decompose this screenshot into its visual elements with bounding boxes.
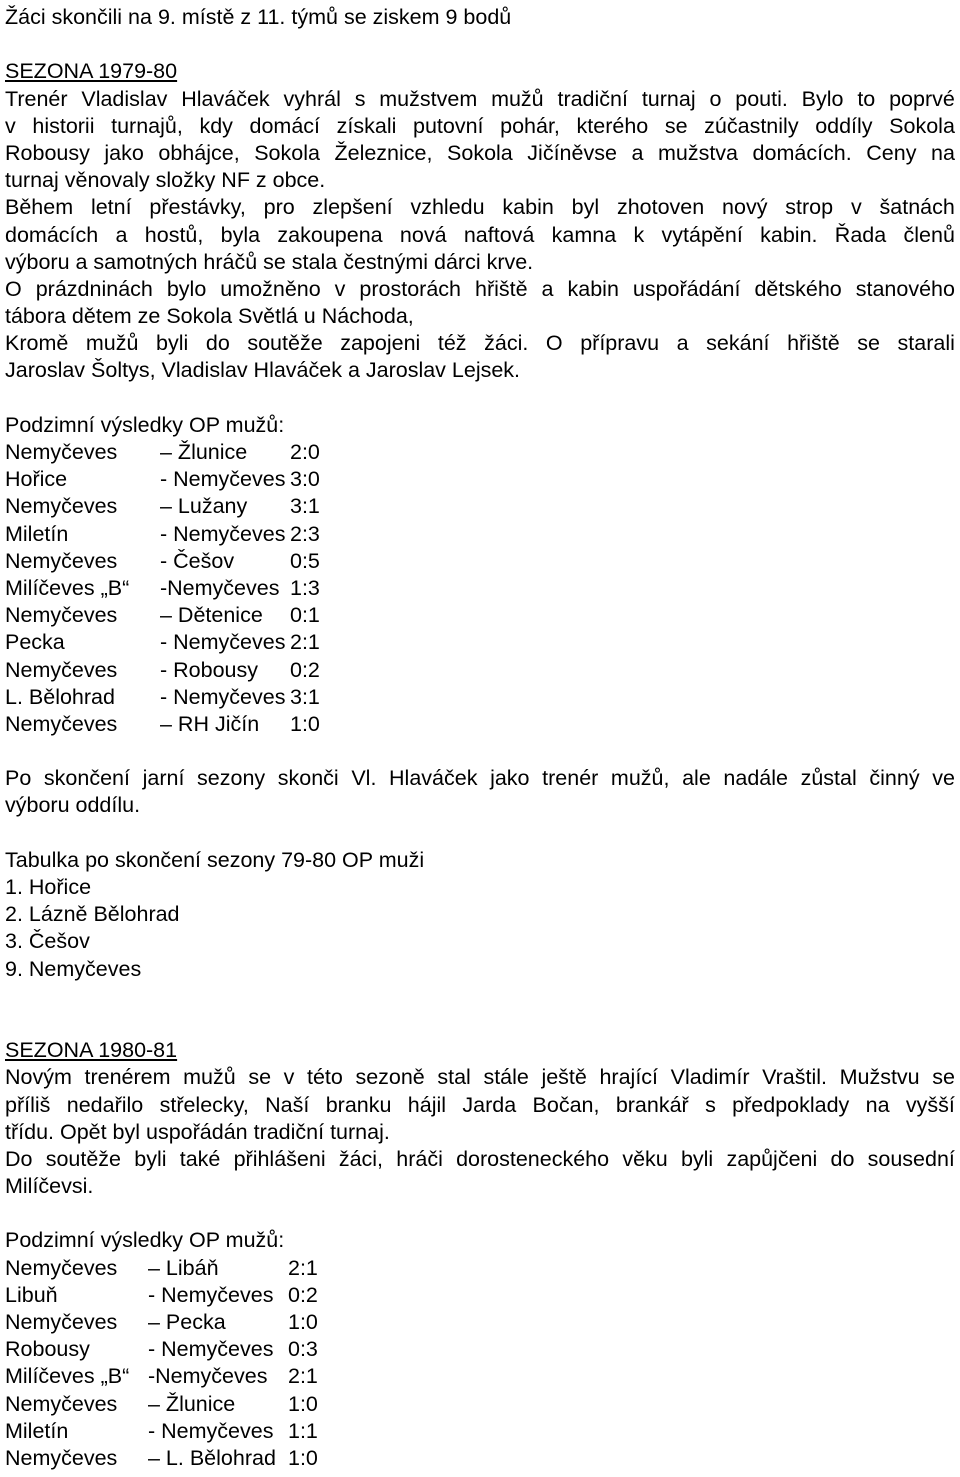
text-line: Trenér Vladislav Hlaváček vyhrál s mužstvem mužů tradiční turnaj o pouti. Bylo to poprvé xyxy=(5,86,955,111)
text-line: tábora dětem ze Sokola Světlá u Náchoda, xyxy=(5,304,414,329)
text-line: Robousy jako obhájce, Sokola Železnice, Sokola Jičíněvse a mužstva domácích. Ceny na xyxy=(5,140,955,165)
home-team: Robousy xyxy=(5,1337,90,1362)
home-team: Pecka xyxy=(5,630,65,655)
table-title: Tabulka po skončení sezony 79-80 OP muži xyxy=(5,847,425,872)
match-score: 3:1 xyxy=(290,684,320,709)
paragraph xyxy=(5,194,955,276)
match-score: 0:2 xyxy=(288,1282,318,1307)
away-team: - Češov xyxy=(160,548,235,573)
away-team: - Nemyčeves xyxy=(160,467,286,492)
match-score: 2:1 xyxy=(288,1255,318,1280)
match-score: 1:0 xyxy=(290,711,320,736)
text-line: O prázdninách bylo umožněno v prostorách hřiště a kabin uspořádání dětského stanového xyxy=(5,276,955,301)
result-row xyxy=(5,711,955,738)
home-team: Libuň xyxy=(5,1282,58,1307)
match-score: 2:0 xyxy=(290,440,320,464)
paragraph xyxy=(5,86,955,195)
result-row xyxy=(5,1445,955,1472)
result-row xyxy=(5,493,955,520)
result-row xyxy=(5,1336,955,1363)
text-line: třídu. Opět byl uspořádán tradiční turnaj. xyxy=(5,1119,390,1144)
result-row xyxy=(5,1282,955,1309)
away-team: – Dětenice xyxy=(160,603,263,628)
away-team: – Žlunice xyxy=(160,440,248,464)
text-line: výboru oddílu. xyxy=(5,793,141,818)
away-team: – Pecka xyxy=(148,1310,226,1335)
away-team: – Lužany xyxy=(160,494,248,519)
paragraph xyxy=(5,1146,955,1200)
home-team: Nemyčeves xyxy=(5,657,118,682)
text-line: Do soutěže byli také přihlášeni žáci, hráči dorosteneckého věku byli zapůjčeni do sousední xyxy=(5,1146,955,1171)
result-row xyxy=(5,602,955,629)
result-row xyxy=(5,466,955,493)
match-score: 1:0 xyxy=(288,1391,318,1416)
match-score: 1:1 xyxy=(288,1418,318,1443)
results-title: Podzimní výsledky OP mužů: xyxy=(5,1228,285,1253)
away-team: -Nemyčeves xyxy=(148,1364,268,1389)
table-row: 2. Lázně Bělohrad xyxy=(5,902,180,927)
home-team: Nemyčeves xyxy=(5,603,118,628)
result-row xyxy=(5,657,955,684)
home-team: Nemyčeves xyxy=(5,711,118,736)
home-team: Miletín xyxy=(5,1418,69,1443)
table-row: 1. Hořice xyxy=(5,875,92,899)
away-team: -Nemyčeves xyxy=(160,575,280,600)
away-team: – Žlunice xyxy=(148,1391,236,1416)
match-score: 0:3 xyxy=(288,1337,318,1362)
home-team: Hořice xyxy=(5,467,68,492)
season-1980-81 xyxy=(5,1037,955,1472)
paragraph xyxy=(5,765,955,819)
away-team: - Nemyčeves xyxy=(160,521,286,546)
table-row: 9. Nemyčeves xyxy=(5,956,142,981)
text-line: Během letní přestávky, pro zlepšení vzhledu kabin byl zhotoven nový strop v šatnách xyxy=(5,195,955,220)
result-row xyxy=(5,575,955,602)
results-list xyxy=(5,439,955,738)
home-team: Nemyčeves xyxy=(5,1391,118,1416)
home-team: Nemyčeves xyxy=(5,494,118,519)
result-row xyxy=(5,629,955,656)
text-line: Kromě mužů byli do soutěže zapojeni též žáci. O přípravu a sekání hřiště se starali xyxy=(5,331,955,356)
match-score: 3:0 xyxy=(290,467,320,492)
results-list xyxy=(5,1255,955,1473)
away-team: - Nemyčeves xyxy=(148,1337,274,1362)
document-page xyxy=(5,4,955,1472)
home-team: L. Bělohrad xyxy=(5,684,115,709)
away-team: - Nemyčeves xyxy=(148,1418,274,1443)
match-score: 1:0 xyxy=(288,1445,318,1470)
home-team: Milíčeves „B“ xyxy=(5,1364,130,1389)
match-score: 0:5 xyxy=(290,548,320,573)
result-row xyxy=(5,1391,955,1418)
result-row xyxy=(5,684,955,711)
result-row xyxy=(5,1309,955,1336)
home-team: Nemyčeves xyxy=(5,440,118,464)
away-team: – Libáň xyxy=(148,1255,219,1280)
match-score: 2:1 xyxy=(288,1364,318,1389)
match-score: 2:1 xyxy=(290,630,320,655)
home-team: Nemyčeves xyxy=(5,1255,118,1280)
results-title: Podzimní výsledky OP mužů: xyxy=(5,412,285,437)
result-row xyxy=(5,548,955,575)
away-team: - Nemyčeves xyxy=(160,684,286,709)
season-heading: SEZONA 1979-80 xyxy=(5,59,178,84)
result-row xyxy=(5,1255,955,1282)
season-1979-80 xyxy=(5,58,955,982)
text-line: příliš nedařilo střelecky, Naší branku hájil Jarda Bočan, brankář s předpoklady na vyšší xyxy=(5,1092,955,1117)
match-score: 0:1 xyxy=(290,603,320,628)
away-team: - Nemyčeves xyxy=(148,1282,274,1307)
away-team: – L. Bělohrad xyxy=(148,1445,276,1470)
text-line: výboru a samotných hráčů se stala čestnými dárci krve. xyxy=(5,249,534,274)
home-team: Nemyčeves xyxy=(5,1445,118,1470)
intro-line: Žáci skončili na 9. místě z 11. týmů se ziskem 9 bodů xyxy=(5,5,512,29)
season-heading: SEZONA 1980-81 xyxy=(5,1038,178,1063)
match-score: 0:2 xyxy=(290,657,320,682)
home-team: Nemyčeves xyxy=(5,548,118,573)
text-line: domácích a hostů, byla zakoupena nová naftová kamna k vytápění kabin. Řada členů xyxy=(5,222,955,247)
result-row xyxy=(5,521,955,548)
match-score: 1:3 xyxy=(290,575,320,600)
match-score: 1:0 xyxy=(288,1310,318,1335)
home-team: Milíčeves „B“ xyxy=(5,575,130,600)
away-team: - Nemyčeves xyxy=(160,630,286,655)
result-row xyxy=(5,439,955,466)
home-team: Nemyčeves xyxy=(5,1310,118,1335)
home-team: Miletín xyxy=(5,521,69,546)
text-line: Novým trenérem mužů se v této sezoně stal stále ještě hrající Vladimír Vraštil. Mužstvu se xyxy=(5,1065,955,1090)
text-line: Po skončení jarní sezony skonči Vl. Hlaváček jako trenér mužů, ale nadále zůstal činný ve xyxy=(5,766,955,791)
match-score: 2:3 xyxy=(290,521,320,546)
text-line: Jaroslav Šoltys, Vladislav Hlaváček a Jaroslav Lejsek. xyxy=(5,358,521,383)
table-row: 3. Češov xyxy=(5,929,90,954)
away-team: – RH Jičín xyxy=(160,711,260,736)
paragraph xyxy=(5,1064,955,1146)
match-score: 3:1 xyxy=(290,494,320,519)
away-team: - Robousy xyxy=(160,657,258,682)
paragraph xyxy=(5,276,955,385)
text-line: turnaj věnovaly složky NF z obce. xyxy=(5,168,326,193)
text-line: v historii turnajů, kdy domácí získali putovní pohár, kterého se zúčastnily oddíly Sokola xyxy=(5,113,955,138)
result-row xyxy=(5,1418,955,1445)
result-row xyxy=(5,1363,955,1390)
text-line: Milíčevsi. xyxy=(5,1174,94,1199)
